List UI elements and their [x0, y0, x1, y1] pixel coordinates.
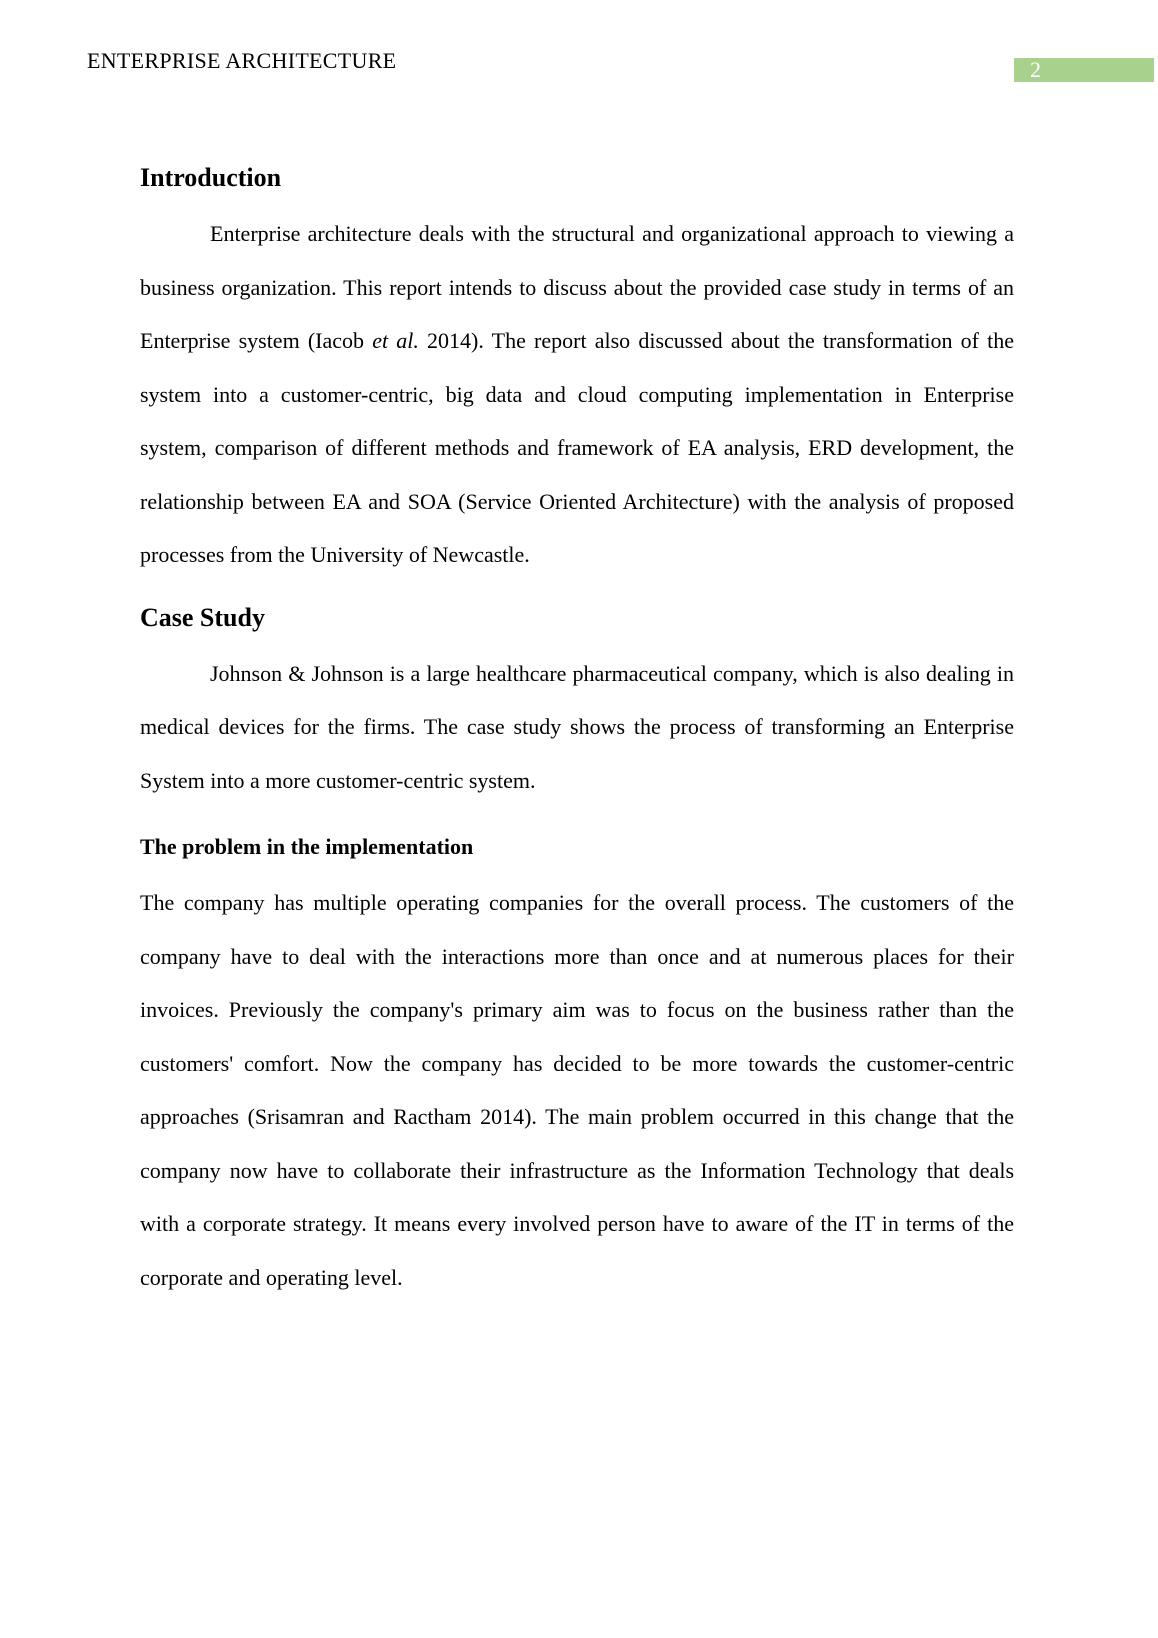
introduction-text-part1: Enterprise architecture deals with the structural and organizational approach to viewing a business organization. This report intends to discuss about the provided case study in terms of an Enterprise system (Iacob: [140, 221, 1014, 353]
introduction-heading: Introduction: [140, 163, 282, 192]
running-header-title: ENTERPRISE ARCHITECTURE: [87, 48, 397, 73]
page-number-badge: [1014, 58, 1154, 82]
page-number: 2: [1030, 57, 1041, 82]
case-study-paragraph: Johnson & Johnson is a large healthcare pharmaceutical company, which is also dealing in medical devices for the firms. The case study shows the process of transforming an Enterprise System into a more customer-centric system.: [140, 660, 1014, 793]
introduction-text-part2: 2014). The report also discussed about the transformation of the system into a customer-centric, big data and cloud computing implementation in Enterprise system, comparison of different methods and framework of EA analysis, ERD development, the relationship between EA and SOA (Service Oriented Architecture) with the analysis of proposed processes from the University of Newcastle.: [140, 328, 1014, 567]
problem-paragraph: The company has multiple operating companies for the overall process. The customers of the company have to deal with the interactions more than once and at numerous places for their invoices. Previously the company's primary aim was to focus on the business rather than the customers' comfort. Now the company has decided to be more towards the customer-centric approaches (Srisamran and Ractham 2014). The main problem occurred in this change that the company now have to collaborate their infrastructure as the Information Technology that deals with a corporate strategy. It means every involved person have to aware of the IT in terms of the corporate and operating level.: [140, 890, 1014, 1290]
problem-heading: The problem in the implementation: [140, 834, 474, 859]
case-study-heading: Case Study: [140, 602, 265, 632]
document-body: [140, 156, 1014, 1304]
introduction-paragraph: [140, 207, 1014, 582]
citation-et-al: et al.: [372, 328, 419, 353]
